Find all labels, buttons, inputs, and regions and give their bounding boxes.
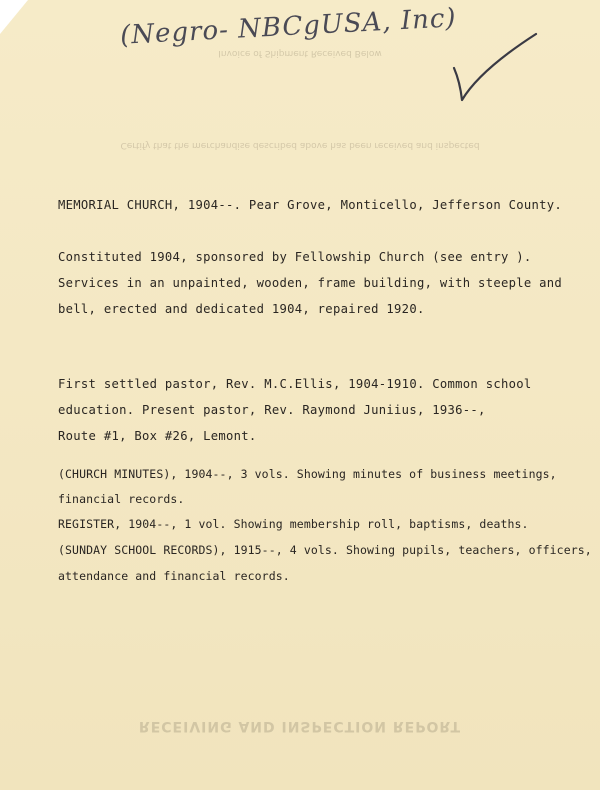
check-mark-icon [450, 30, 540, 110]
show-through-text: Invoice of Shipment Received Below [218, 48, 382, 58]
record-line: REGISTER, 1904--, 1 vol. Showing membership roll, baptisms, deaths. [58, 517, 529, 531]
pastor-line: First settled pastor, Rev. M.C.Ellis, 1904-1910. Common school [58, 377, 532, 391]
history-line: Services in an unpainted, wooden, frame building, with steeple and [58, 276, 563, 290]
entry-heading: MEMORIAL CHURCH, 1904--. Pear Grove, Monticello, Jefferson County. [58, 198, 563, 212]
record-line: financial records. [58, 492, 185, 506]
history-line: bell, erected and dedicated 1904, repaired 1920. [58, 302, 425, 316]
history-line: Constituted 1904, sponsored by Fellowship Church (see entry ). [58, 250, 532, 264]
torn-corner [0, 0, 28, 34]
record-line: (SUNDAY SCHOOL RECORDS), 1915--, 4 vols. Showing pupils, teachers, officers, [58, 543, 592, 557]
show-through-text: Certify that the merchandise described above has been received and inspected [120, 140, 480, 150]
pastor-line: Route #1, Box #26, Lemont. [58, 429, 257, 443]
show-through-heading: RECEIVING AND INSPECTION REPORT [138, 718, 462, 734]
handwritten-note: (Negro- NBCgUSA, Inc) [119, 3, 458, 51]
pastor-line: education. Present pastor, Rev. Raymond Juniius, 1936--, [58, 403, 486, 417]
record-line: attendance and financial records. [58, 569, 290, 583]
record-line: (CHURCH MINUTES), 1904--, 3 vols. Showing minutes of business meetings, [58, 467, 557, 481]
